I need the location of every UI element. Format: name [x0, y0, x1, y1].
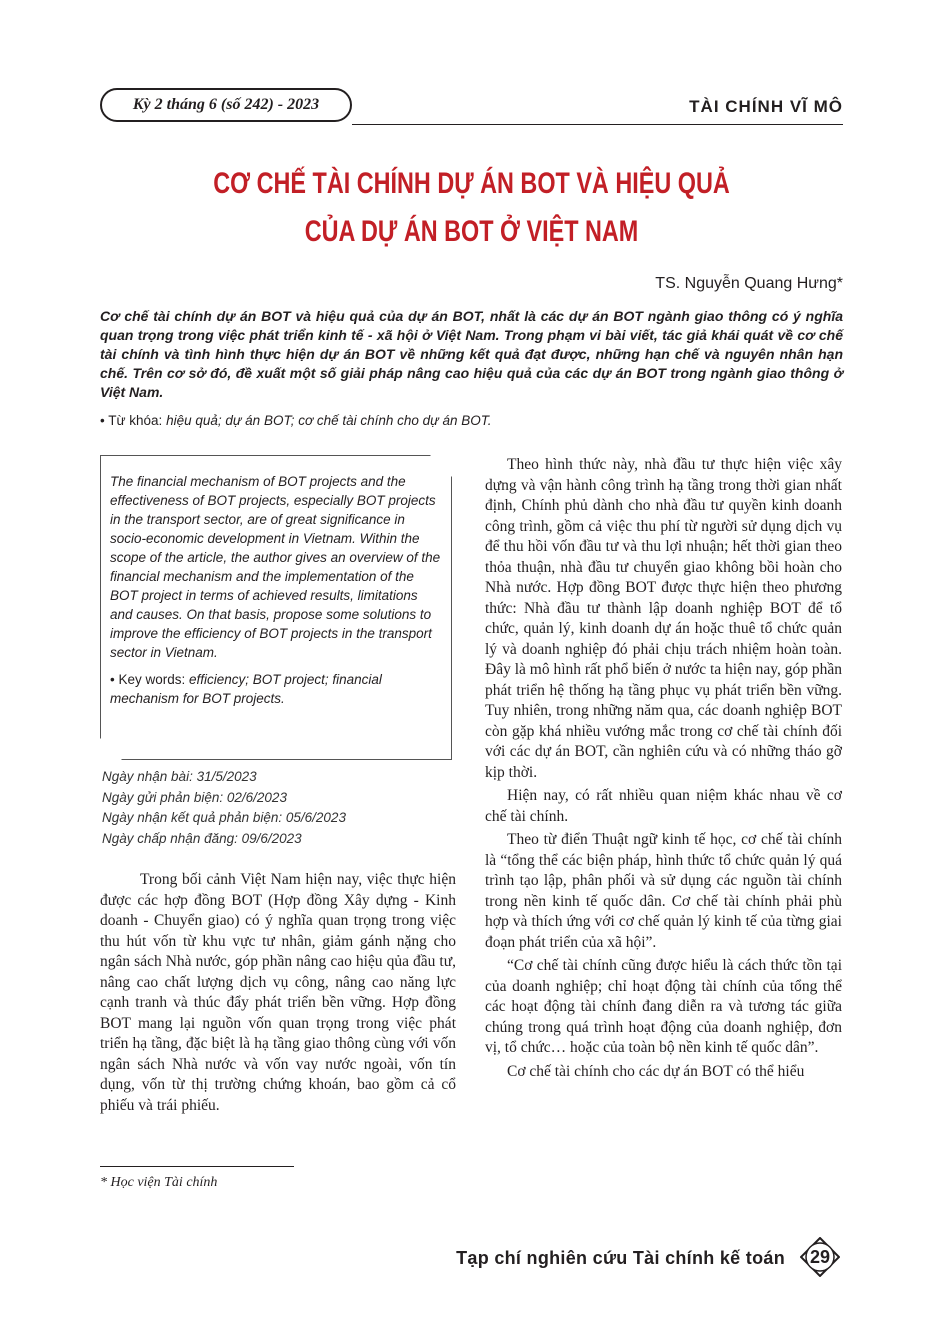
keywords-english-text: efficiency; BOT project; financial mechanism for BOT projects.	[110, 672, 382, 706]
date-sent-review: Ngày gửi phản biện: 02/6/2023	[102, 789, 287, 805]
body-paragraph: Theo hình thức này, nhà đầu tư thực hiện việc xây dựng và vận hành công trình hạ tầng trong thời gian nhất định, Chính phủ dành cho nhà đầu tư quyền kinh doanh công trình, gồm cả việc thu phí từ người sử dụng dịch vụ để thu hồi vốn đầu tư và thu lợi nhuận; hết thời gian theo thỏa thuận, nhà đầu tư chuyển giao không bồi hoàn cho Nhà nước. Hợp đồng BOT được thực hiện theo phương thức: Nhà đầu tư thành lập doanh nghiệp BOT để tổ chức, quản lý, kinh doanh dự án hoặc thuê tổ chức quản lý và doanh nghiệp đó phải chịu trách nhiệm hoàn toàn. Đây là mô hình rất phổ biến ở nước ta hiện nay, góp phần phát triển hệ thống hạ tầng phục vụ phát triển bền vững. Tuy nhiên, trong những năm qua, các doanh nghiệp BOT còn gặp khá nhiều vướng mắc trong cơ chế tài chính đối với các dự án BOT, cần nghiên cứu và có những tháo gỡ kịp thời.	[485, 456, 842, 781]
body-paragraph: Cơ chế tài chính cho các dự án BOT có thể hiểu	[507, 1062, 805, 1080]
journal-name: Tạp chí nghiên cứu Tài chính kế toán	[456, 1248, 785, 1268]
title-line-2: CỦA DỰ ÁN BOT Ở VIỆT NAM	[304, 215, 639, 248]
body-paragraph: Theo từ điển Thuật ngữ kinh tế học, cơ chế tài chính là “tổng thể các biện pháp, hình thức tổ chức quản lý quá trình tạo lập, phân phối và sử dụng các nguồn tài chính trong nền kinh tế quốc dân. Cơ chế tài chính phải phù hợp và thích ứng với cơ chế quản lý kinh tế của từng giai đoạn phát triển của xã hội”.	[485, 831, 842, 951]
english-abstract	[110, 472, 442, 716]
body-paragraph: “Cơ chế tài chính cũng được hiểu là cách thức tồn tại của doanh nghiệp; chỉ hoạt động tài chính của tổng thể các hoạt động tài chính đang diễn ra và tương tác giữa chúng trong quá trình hoạt động của doanh nghiệp, đơn vị, tổ chức… hoặc của toàn bộ nền kinh tế quốc dân”.	[485, 957, 842, 1056]
keywords-label: • Từ khóa:	[100, 413, 163, 428]
keywords-vietnamese	[100, 413, 492, 428]
date-received: Ngày nhận bài: 31/5/2023	[102, 769, 257, 784]
issue-label	[100, 88, 352, 122]
body-column-right	[485, 455, 842, 1085]
date-accepted: Ngày chấp nhận đăng: 09/6/2023	[102, 830, 302, 846]
issue-text: Kỳ 2 tháng 6 (số 242) - 2023	[132, 96, 320, 113]
abstract-english-text: The financial mechanism of BOT projects and the effectiveness of BOT projects, especially BOT projects in the transport sector, are of great significance in socio-economic development in Vietnam. Within the scope of the article, the author gives an overview of the financial mechanism and the implementation of the BOT project in terms of achieved results, limitations and causes. On that basis, propose some solutions to improve the efficiency of BOT projects in the transport sector in Vietnam.	[110, 474, 441, 660]
article-title	[182, 160, 762, 256]
keywords-english-label: • Key words:	[110, 672, 186, 687]
body-paragraph: Hiện nay, có rất nhiều quan niệm khác nhau về cơ chế tài chính.	[485, 787, 842, 825]
section-label: TÀI CHÍNH VĨ MÔ	[689, 97, 843, 116]
author: TS. Nguyễn Quang Hưng*	[655, 275, 843, 292]
title-line-1: CƠ CHẾ TÀI CHÍNH DỰ ÁN BOT VÀ HIỆU QUẢ	[213, 167, 730, 200]
body-column-left	[100, 870, 456, 1116]
page-number: 29	[809, 1246, 831, 1267]
article-dates	[102, 767, 346, 849]
body-paragraph: Trong bối cảnh Việt Nam hiện nay, việc thực hiện được các hợp đồng BOT (Hợp đồng Xây dựng - Kinh doanh - Chuyển giao) có ý nghĩa quan trọng trong việc thu hút vốn từ khu vực tư nhân, giảm gánh nặng cho ngân sách Nhà nước, góp phần nâng cao hiệu qủa đầu tư, nâng cao chất lượng dịch vụ công, nâng cao năng lực cạnh tranh và thúc đẩy phát triển bền vững. Hợp đồng BOT mang lại nguồn vốn quan trọng trong việc phát triển hạ tầng, đặc biệt là hạ tầng giao thông cùng với vốn ngân sách Nhà nước và vốn vay nước ngoài, vốn tín dụng, vốn từ thị trường chứng khoán, bao gồm cả cổ phiếu và trái phiếu.	[100, 871, 456, 1114]
footnote-rule	[100, 1166, 294, 1167]
page-number-badge	[800, 1237, 840, 1277]
keywords-text: hiệu quả; dự án BOT; cơ chế tài chính cho dự án BOT.	[166, 413, 492, 428]
keywords-english	[110, 670, 442, 708]
header-rule	[352, 124, 843, 125]
date-review-result: Ngày nhận kết quả phản biện: 05/6/2023	[102, 810, 346, 825]
abstract-vietnamese: Cơ chế tài chính dự án BOT và hiệu quả của dự án BOT, nhất là các dự án BOT ngành giao thông có ý nghĩa quan trọng trong việc phát triển kinh tế - xã hội ở Việt Nam. Trong phạm vi bài viết, tác giả khái quát về cơ chế tài chính và tình hình thực hiện dự án BOT về những kết quả đạt được, những hạn chế và nguyên nhân hạn chế. Trên cơ sở đó, đề xuất một số giải pháp nâng cao hiệu quả của các dự án BOT trong ngành giao thông ở Việt Nam.	[100, 308, 843, 400]
footnote: * Học viện Tài chính	[100, 1175, 218, 1190]
